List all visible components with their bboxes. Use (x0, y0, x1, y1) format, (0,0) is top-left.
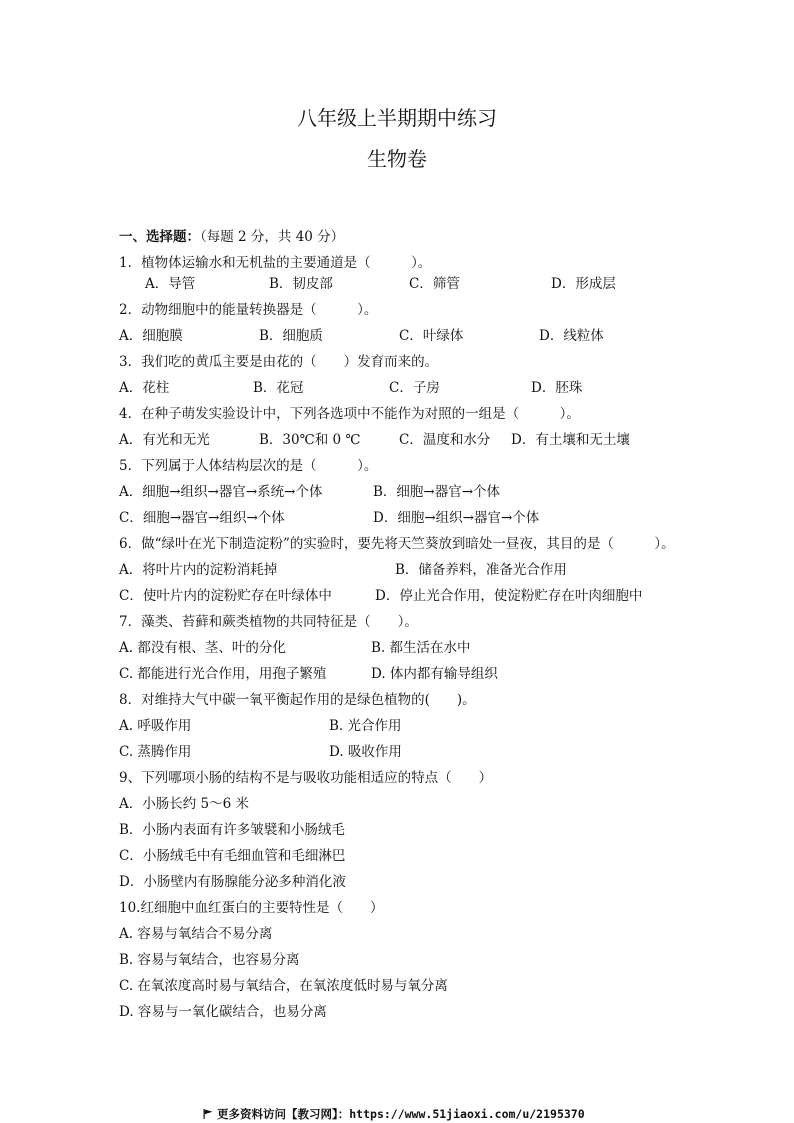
question-1-option-b: B．韧皮部 (269, 276, 333, 292)
question-2-option-c: C．叶绿体 (399, 328, 464, 344)
question-5-option-b: B．细胞→器官→个体 (373, 484, 501, 500)
question-9-option-c: C．小肠绒毛中有毛细血管和毛细淋巴 (119, 848, 346, 864)
page-title: 八年级上半期期中练习 (297, 106, 497, 130)
question-6-option-a: A．将叶片内的淀粉消耗掉 (119, 562, 278, 578)
question-5-option-d: D．细胞→组织→器官→个体 (373, 510, 540, 526)
section-label: 一、选择题： (119, 229, 200, 245)
question-9-option-b: B．小肠内表面有许多皱襞和小肠绒毛 (119, 822, 345, 838)
question-8-option-d: D. 吸收作用 (329, 744, 402, 760)
question-10-option-a: A. 容易与氧结合不易分离 (119, 926, 273, 942)
question-4-option-d: D．有土壤和无土壤 (511, 432, 630, 448)
question-4-options (119, 431, 659, 449)
question-8-option-b: B. 光合作用 (329, 718, 402, 734)
question-6-option-d: D．停止光合作用，使淀粉贮存在叶肉细胞中 (375, 588, 643, 604)
question-3-option-c: C．子房 (389, 380, 440, 396)
question-9-option-d: D．小肠壁内有肠腺能分泌多种消化液 (119, 874, 346, 890)
section-note: （每题 2 分，共 40 分） (200, 229, 345, 245)
question-6-options-row2 (119, 587, 659, 605)
question-8-stem: 8．对维持大气中碳一氧平衡起作用的是绿色植物的( )。 (119, 692, 476, 708)
question-5-options-row1 (119, 483, 659, 501)
question-2-stem: 2．动物细胞中的能量转换器是（ ）。 (119, 302, 378, 318)
question-5-option-a: A．细胞→组织→器官→系统→个体 (119, 484, 323, 500)
question-9-stem: 9、下列哪项小肠的结构不是与吸收功能相适应的特点（ ） (119, 770, 493, 786)
question-7-option-d: D. 体内都有输导组织 (371, 666, 498, 682)
question-8-options-row2 (119, 743, 659, 761)
section-heading (119, 228, 344, 246)
question-8-options-row1 (119, 717, 659, 735)
question-1-option-d: D．形成层 (551, 276, 616, 292)
question-7-options-row1 (119, 639, 659, 657)
question-6-options-row1 (119, 561, 659, 579)
question-1-options (119, 275, 639, 293)
question-1-stem: 1．植物体运输水和无机盐的主要通道是（ ）。 (119, 255, 432, 271)
question-5-options-row2 (119, 509, 659, 527)
question-4-option-a: A．有光和无光 (119, 432, 210, 448)
page-subtitle: 生物卷 (367, 147, 427, 171)
question-10-option-d: D. 容易与一氧化碳结合，也易分离 (119, 1004, 327, 1020)
question-2-options (119, 327, 639, 345)
question-2-option-b: B．细胞质 (259, 328, 323, 344)
question-2-option-d: D．线粒体 (539, 328, 604, 344)
question-6-option-c: C．使叶片内的淀粉贮存在叶绿体中 (119, 588, 332, 604)
footer-link[interactable] (203, 1107, 585, 1121)
question-6-stem: 6．做“绿叶在光下制造淀粉”的实验时，要先将天竺葵放到暗处一昼夜，其目的是（ ）。 (119, 536, 675, 552)
question-7-option-a: A. 都没有根、茎、叶的分化 (119, 640, 286, 656)
question-2-option-a: A．细胞膜 (119, 328, 183, 344)
question-7-options-row2 (119, 665, 659, 683)
question-10-stem: 10.红细胞中血红蛋白的主要特性是（ ） (119, 900, 384, 916)
question-3-option-d: D．胚珠 (531, 380, 583, 396)
question-5-option-c: C．细胞→器官→组织→个体 (119, 510, 285, 526)
question-4-option-c: C．温度和水分 (399, 432, 491, 448)
question-7-option-c: C. 都能进行光合作用，用孢子繁殖 (119, 666, 327, 682)
flag-icon (203, 1109, 213, 1119)
question-6-option-b: B．储备养料，准备光合作用 (395, 562, 567, 578)
question-9-option-a: A．小肠长约 5～6 米 (119, 796, 250, 812)
question-10-option-b: B. 容易与氧结合，也容易分离 (119, 952, 300, 968)
question-5-stem: 5．下列属于人体结构层次的是（ ）。 (119, 458, 378, 474)
question-4-stem: 4．在种子萌发实验设计中，下列各选项中不能作为对照的一组是（ ）。 (119, 406, 580, 422)
footer-text: 更多资料访问【教习网】：https://www.51jiaoxi.com/u/2195370 (217, 1107, 585, 1121)
question-10-option-c: C. 在氧浓度高时易与氧结合，在氧浓度低时易与氧分离 (119, 978, 448, 994)
question-4-option-b: B．30℃和 0 ℃ (259, 432, 361, 448)
question-3-stem: 3．我们吃的黄瓜主要是由花的（ ）发育而来的。 (119, 354, 439, 370)
question-7-stem: 7．藻类、苔藓和蕨类植物的共同特征是（ ）。 (119, 614, 418, 630)
question-8-option-a: A. 呼吸作用 (119, 718, 192, 734)
question-3-option-a: A．花柱 (119, 380, 170, 396)
question-1-option-c: C．筛管 (409, 276, 460, 292)
question-8-option-c: C. 蒸腾作用 (119, 744, 192, 760)
question-1-option-a: A．导管 (145, 276, 196, 292)
question-3-options (119, 379, 639, 397)
question-3-option-b: B．花冠 (253, 380, 304, 396)
question-7-option-b: B. 都生活在水中 (371, 640, 471, 656)
